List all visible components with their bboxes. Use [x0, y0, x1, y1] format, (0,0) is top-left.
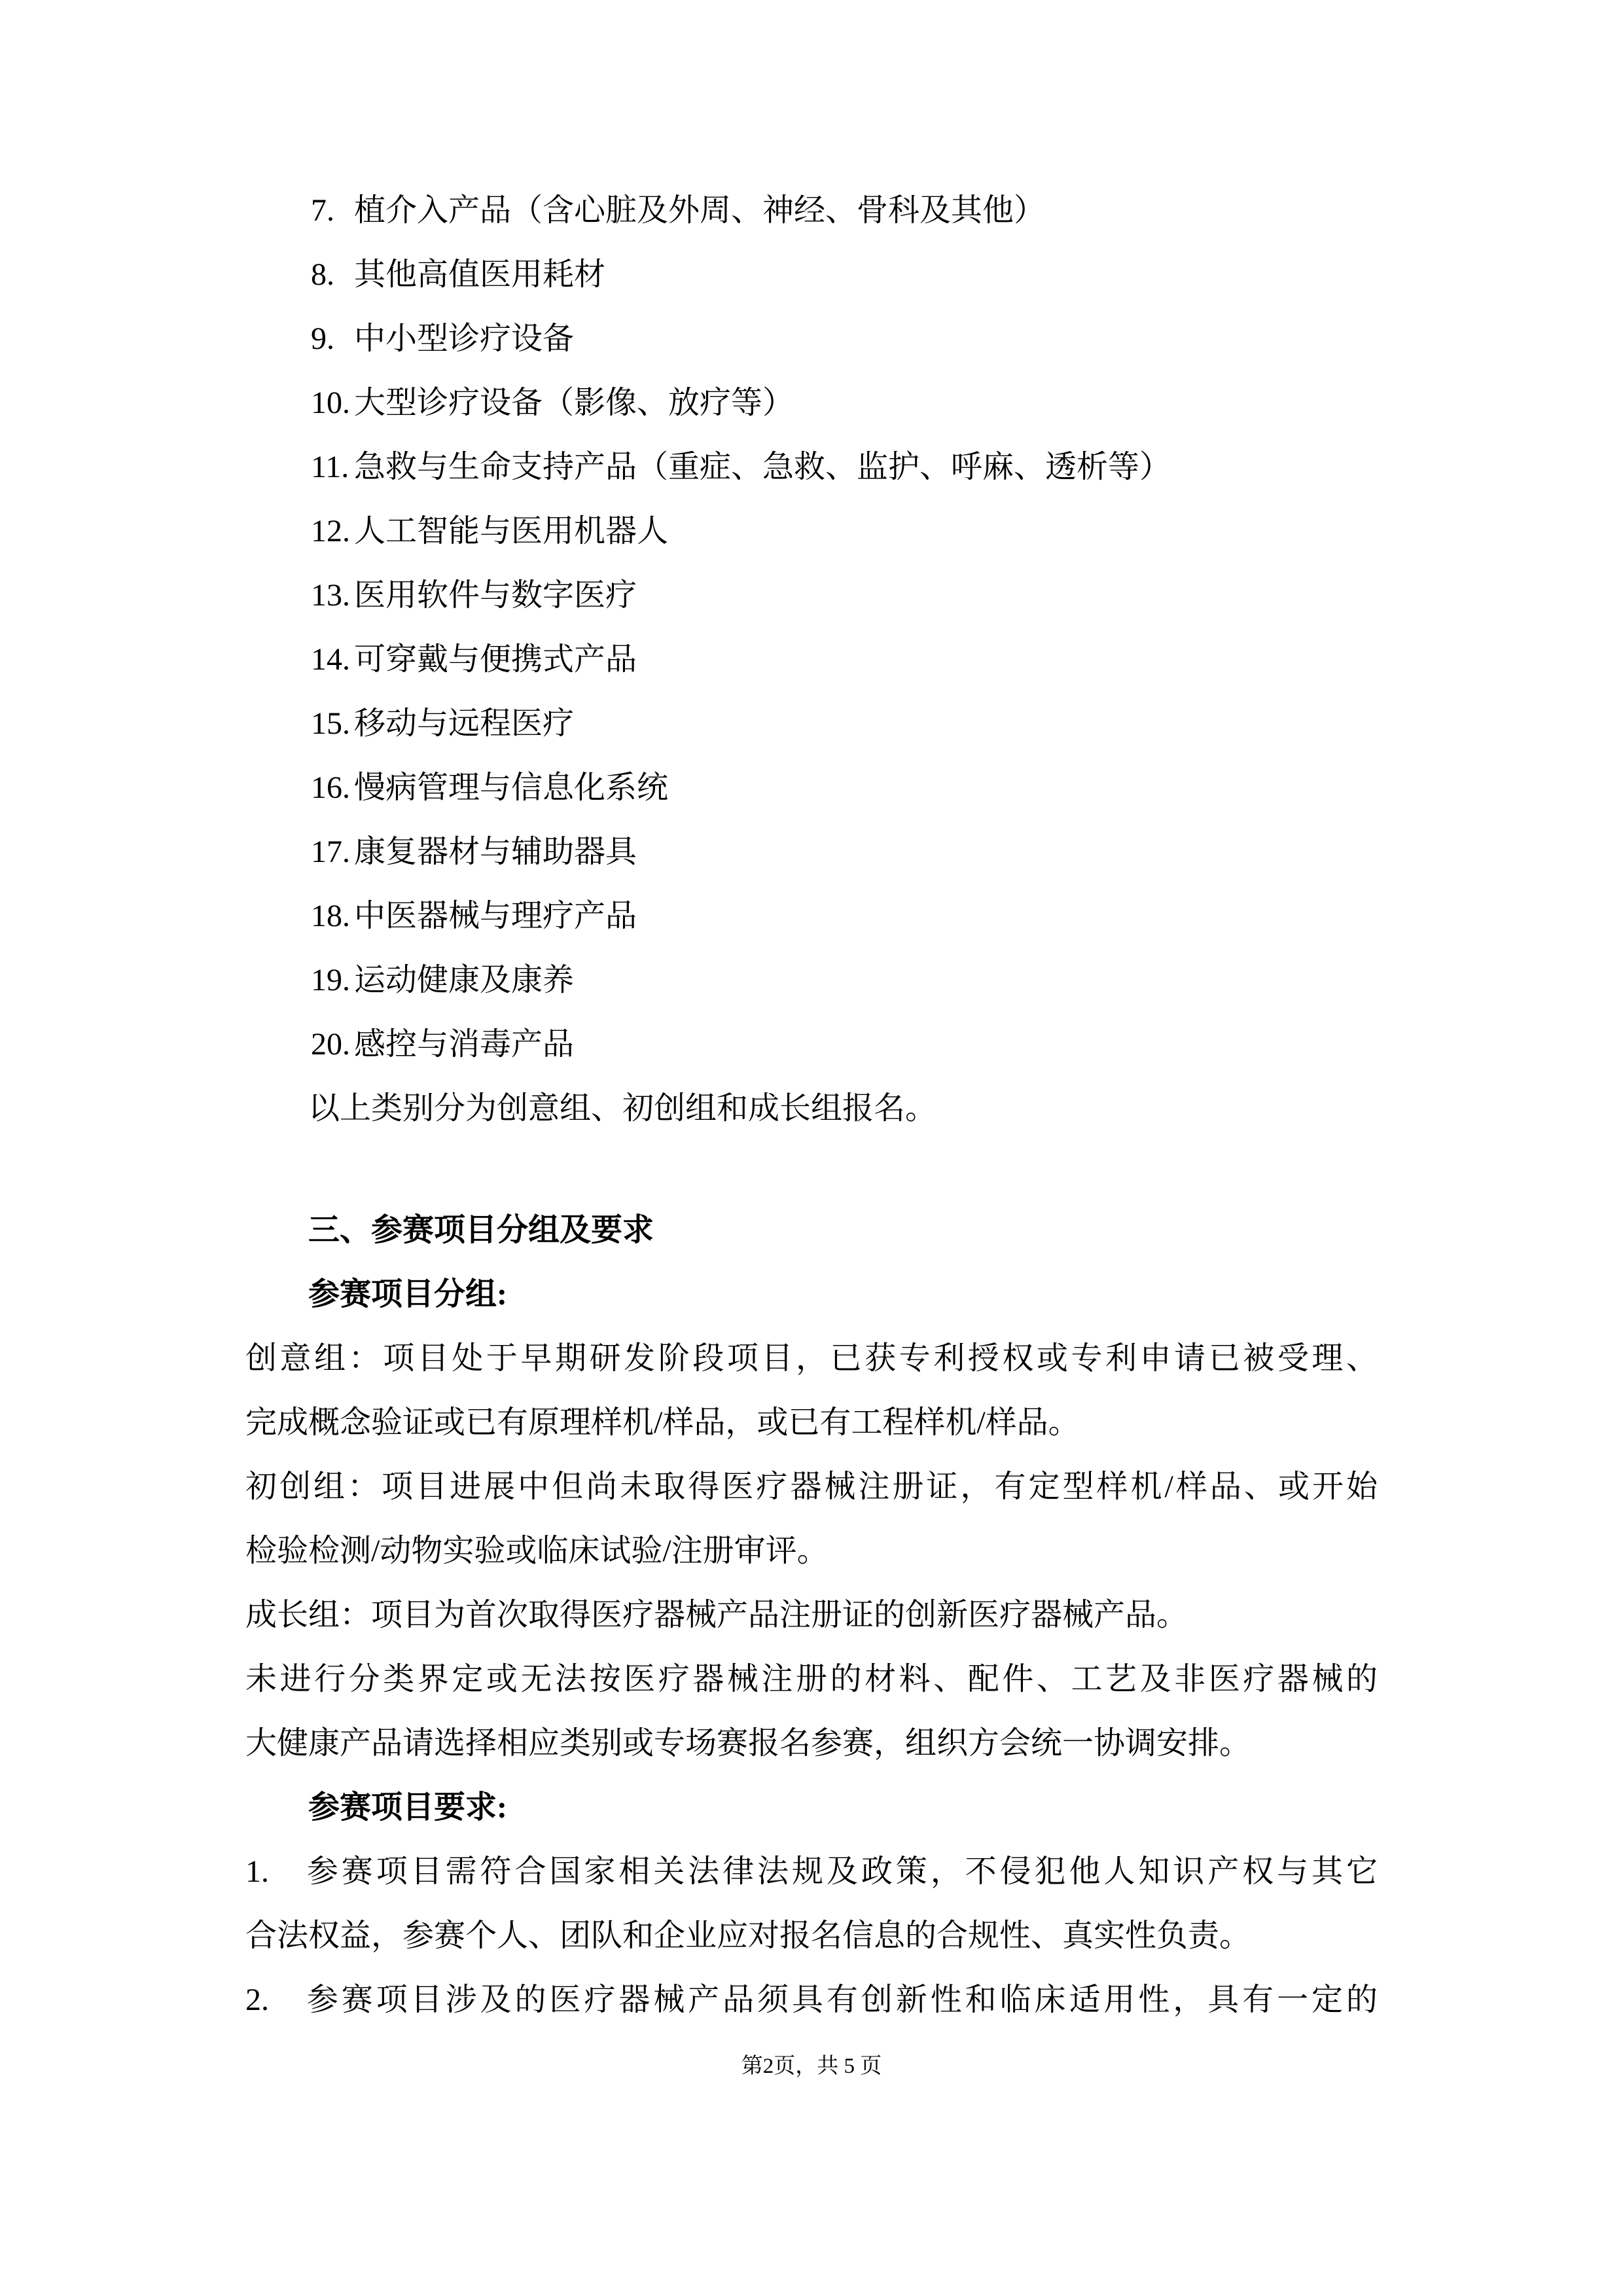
paragraph-line: 1. 参赛项目需符合国家相关法律法规及政策，不侵犯他人知识产权与其它 — [245, 1854, 1378, 1889]
paragraph-line: 未进行分类界定或无法按医疗器械注册的材料、配件、工艺及非医疗器械的 — [245, 1662, 1378, 1696]
paragraph-line: 2. 参赛项目涉及的医疗器械产品须具有创新性和临床适用性，具有一定的 — [245, 1982, 1378, 2017]
paragraph-unclassified-note — [245, 1647, 1378, 1776]
paragraph-startup-group — [245, 1455, 1378, 1583]
paragraph-creative-group — [245, 1327, 1378, 1455]
paragraph-line: 大健康产品请选择相应类别或专场赛报名参赛，组织方会统一协调安排。 — [245, 1726, 1251, 1761]
category-item-text: 可穿戴与便携式产品 — [354, 642, 637, 677]
category-item-number: 15. — [311, 706, 350, 741]
category-item-text: 慢病管理与信息化系统 — [354, 770, 669, 805]
category-item-text: 植介入产品（含心脏及外周、神经、骨科及其他） — [354, 193, 1046, 228]
paragraph-line: 检验检测/动物实验或临床试验/注册审评。 — [245, 1534, 829, 1568]
category-item-number: 20. — [311, 1027, 350, 1062]
paragraph-line: 初创组：项目进展中但尚未取得医疗器械注册证，有定型样机/样品、或开始 — [245, 1469, 1378, 1504]
paragraph-line: 合法权益，参赛个人、团队和企业应对报名信息的合规性、真实性负责。 — [245, 1918, 1251, 1953]
category-list-item — [245, 435, 1378, 499]
category-item-number: 12. — [311, 514, 350, 548]
paragraph-requirement-1 — [245, 1840, 1378, 1968]
category-list-item — [245, 499, 1378, 564]
category-item-text: 其他高值医用耗材 — [354, 257, 606, 292]
category-item-text: 中医器械与理疗产品 — [354, 899, 637, 933]
category-list-item — [245, 564, 1378, 628]
category-item-number: 14. — [311, 642, 350, 677]
category-list-item — [245, 243, 1378, 307]
category-list-item — [245, 307, 1378, 371]
category-item-text: 中小型诊疗设备 — [354, 321, 575, 356]
paragraph-growth-group — [245, 1583, 1378, 1647]
category-item-number: 17. — [311, 834, 350, 869]
category-item-number: 9. — [311, 321, 334, 356]
category-list-item — [245, 628, 1378, 692]
category-list — [245, 179, 1378, 1077]
category-item-number: 18. — [311, 899, 350, 933]
section-heading: 三、参赛项目分组及要求 — [308, 1213, 654, 1247]
grouping-subheading: 参赛项目分组: — [308, 1277, 507, 1312]
category-item-number: 7. — [311, 193, 334, 228]
category-list-item — [245, 1013, 1378, 1077]
category-item-text: 康复器材与辅助器具 — [354, 834, 637, 869]
category-item-text: 移动与远程医疗 — [354, 706, 575, 741]
document-body — [245, 179, 1378, 2032]
category-item-number: 8. — [311, 257, 334, 292]
requirements-subheading: 参赛项目要求: — [308, 1790, 507, 1825]
category-list-item — [245, 884, 1378, 948]
category-item-number: 13. — [311, 578, 350, 613]
category-item-number: 11. — [311, 450, 349, 484]
category-item-text: 急救与生命支持产品（重症、急救、监护、呼麻、透析等） — [354, 450, 1171, 484]
category-item-text: 医用软件与数字医疗 — [354, 578, 637, 613]
category-item-text: 人工智能与医用机器人 — [354, 514, 669, 548]
paragraph-line: 完成概念验证或已有原理样机/样品，或已有工程样机/样品。 — [245, 1405, 1080, 1440]
paragraph-line: 成长组：项目为首次取得医疗器械产品注册证的创新医疗器械产品。 — [245, 1598, 1188, 1632]
category-list-item — [245, 948, 1378, 1013]
category-item-number: 10. — [311, 386, 350, 420]
paragraph-line: 创意组：项目处于早期研发阶段项目，已获专利授权或专利申请已被受理、 — [245, 1341, 1378, 1376]
category-list-item — [245, 756, 1378, 820]
page-footer: 第2页，共 5 页 — [741, 2054, 882, 2078]
category-list-item — [245, 820, 1378, 884]
category-item-text: 感控与消毒产品 — [354, 1027, 575, 1062]
category-item-number: 16. — [311, 770, 350, 805]
paragraph-requirement-2 — [245, 1968, 1378, 2032]
category-list-item — [245, 692, 1378, 756]
category-item-number: 19. — [311, 963, 350, 997]
category-item-text: 大型诊疗设备（影像、放疗等） — [354, 386, 794, 420]
category-list-item — [245, 371, 1378, 435]
category-closing-note: 以上类别分为创意组、初创组和成长组报名。 — [308, 1091, 937, 1126]
category-item-text: 运动健康及康养 — [354, 963, 575, 997]
category-list-item — [245, 179, 1378, 243]
